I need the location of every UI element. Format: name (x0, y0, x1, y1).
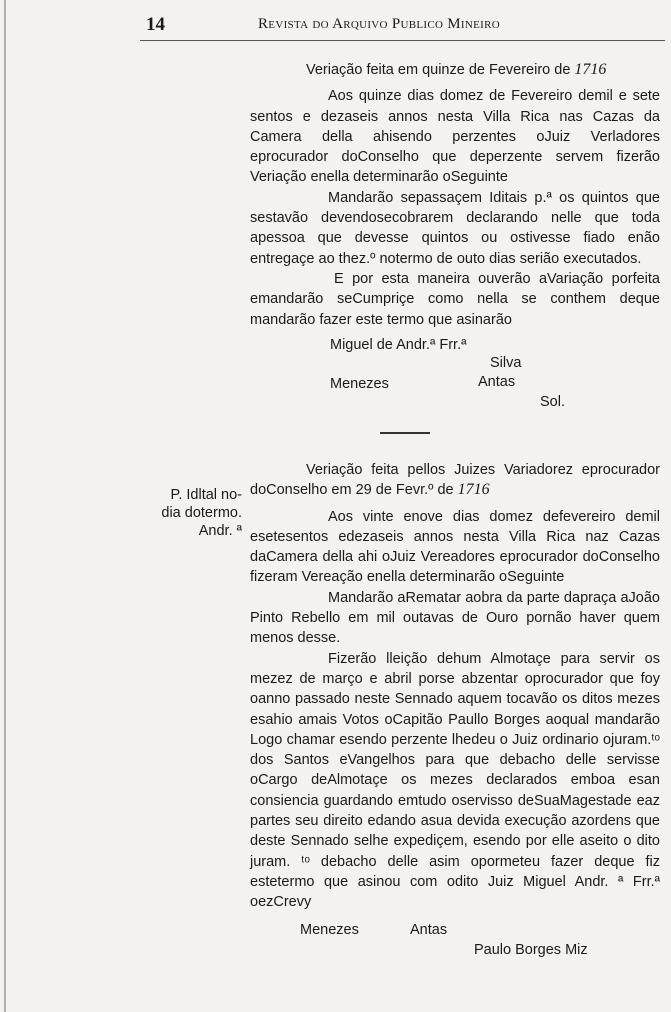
page-edge (4, 0, 6, 1012)
entry-1 (250, 60, 660, 330)
entry-2-paragraph: Mandarão aRematar aobra da parte dapraça aJoão Pinto Rebello em mil outavas de Ouro pornão haver quem menos desse. (250, 589, 660, 647)
entry-1-paragraph: E por esta maneira ouverão aVariação porfeita emandarão seCumpriçe como nella se conthem deque mandarão fazer este termo que asinarão (250, 270, 660, 328)
margin-note-line: P. Idltal no- (170, 487, 242, 503)
entry-2-paragraph: Aos vinte enove dias domez defevereiro demil esetesentos edezaseis annos nesta Villa Rica naz Cazas daCamera della ahi oJuiz Vereadores eprocurador doConselho fizeram Vereação enella determinarão oSeguinte (250, 508, 660, 586)
signature: Silva (490, 355, 522, 371)
margin-note-line: Andr. ª (198, 523, 242, 539)
margin-note-line: dia dotermo. (161, 505, 242, 521)
header-rule (140, 40, 665, 41)
entry-2-year: 1716 (457, 481, 490, 499)
entry-1-title: Veriação feita em quinze de Fevereiro de 1716 (306, 61, 607, 78)
signature: Paulo Borges Miz (474, 942, 588, 958)
entry-2-title: Veriação feita pellos Juizes Variadorez eprocurador doConselho em 29 de Fevr.º de 1716 (250, 462, 660, 499)
signature: Miguel de Andr.ª Frr.ª (330, 337, 467, 353)
signature: Antas (478, 374, 516, 390)
margin-note (142, 486, 242, 540)
entry-1-year: 1716 (574, 61, 607, 78)
entry-2 (250, 460, 660, 913)
entry-1-paragraph: Mandarão sepassaçem Iditais p.ª os quintos que sestavão devendosecobrarem declarando nelle que toda apessoa que devesse quintos ou ostivesse fiado enão entregaçe ao thez.º notermo de outo dias serião executados. (250, 189, 660, 267)
running-title: Revista do Arquivo Publico Mineiro (258, 16, 500, 32)
section-divider (380, 432, 430, 434)
signature: Menezes (300, 922, 359, 938)
signature: Menezes (330, 376, 389, 392)
signature: Antas (410, 922, 448, 938)
signature: Sol. (540, 394, 565, 410)
entry-1-paragraph: Aos quinze dias domez de Fevereiro demil e sete sentos e dezaseis annos nesta Villa Rica nas Cazas da Camera della ahisendo perzentes oJuiz Verladores eprocurador doConselho que deperzente servem fizerão Veriação enella determinarão oSeguinte (250, 88, 660, 186)
entry-2-paragraph: Fizerão lleição dehum Almotaçe para servir os mezez de março e abril porse abzentar oprocurador que foy oanno passado neste Sennado aquem tocavão os ditos mezes esahio amais Votos oCapitão Paullo Borges aoqual mandarão Logo chamar esendo perzente lhedeu o Juiz ordinario ojuram.ᵗᵒ dos Santos eVangelhos para que debacho delle servisse oCargo deAlmotaçe os mezes declarados emboa esan consiencia guardando emtudo oservisso deSuaMagestade eaz partes seu direito edando asua devida execução azordens que deste Sennado selhe expediçem, esendo por elle aseito o dito juram. ᵗᵒ debacho delle asim opormeteu fazer deque fiz estetermo que asinou com odito Juiz Miguel Andr. ª Frr.ª oezCrevy (250, 650, 660, 911)
page-number: 14 (146, 14, 165, 35)
page-header (0, 14, 671, 38)
